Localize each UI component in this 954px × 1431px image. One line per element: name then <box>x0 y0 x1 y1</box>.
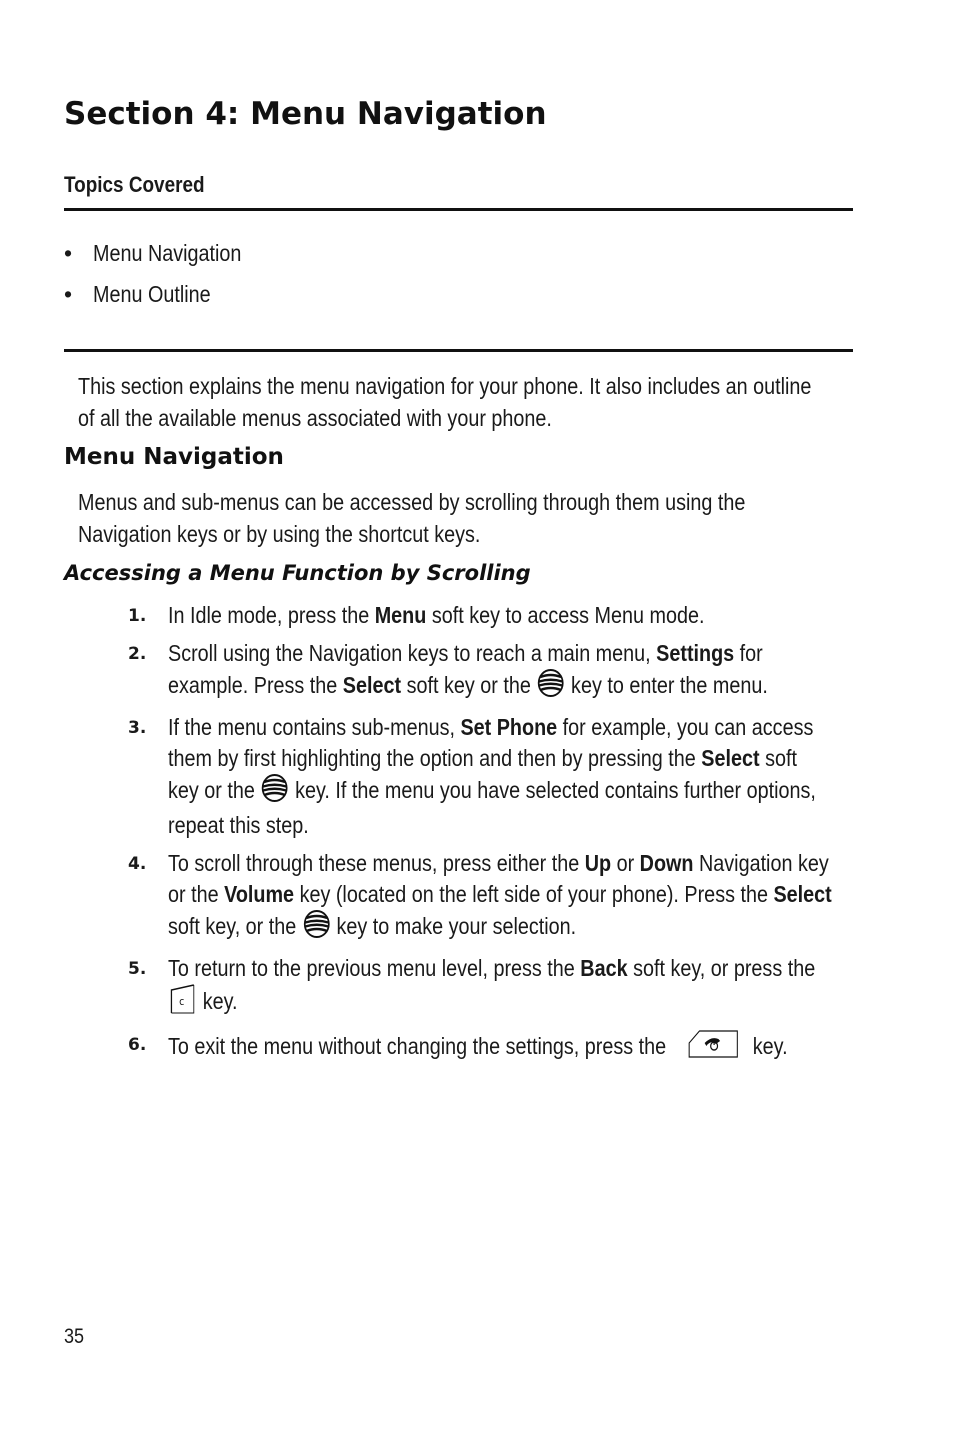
list-item: • Menu Navigation <box>64 240 242 266</box>
list-item: • Menu Outline <box>64 281 211 307</box>
page-title: Section 4: Menu Navigation <box>64 96 547 132</box>
step-1: 1. In Idle mode, press the Menu soft key to access Menu mode. <box>128 602 705 628</box>
intro-paragraph: This section explains the menu navigation for your phone. It also includes an outline of all the available menus associated with your phone. <box>78 373 812 431</box>
topics-heading: Topics Covered <box>64 172 205 197</box>
att-globe-key-icon <box>302 910 331 946</box>
step-4: 4. To scroll through these menus, press either the Up or Down Navigation key or the Volume key (located on the left side of your phone). Press the Select soft key, or the key to make your selection. <box>128 848 888 946</box>
step-2: 2. Scroll using the Navigation keys to reach a main menu, Settings for example. Press the Select soft key or the key to enter the menu. <box>128 638 888 705</box>
scrolling-heading: Accessing a Menu Function by Scrolling <box>64 561 531 585</box>
divider-bottom <box>64 349 853 352</box>
step-6: 6. To exit the menu without changing the settings, press the key. <box>128 1029 888 1067</box>
menu-navigation-paragraph: Menus and sub-menus can be accessed by scrolling through them using the Navigation keys or by using the shortcut keys. <box>78 489 746 547</box>
divider-top <box>64 208 853 211</box>
page-number: 35 <box>64 1325 85 1348</box>
topics-list <box>64 240 266 322</box>
step-3: 3. If the menu contains sub-menus, Set Phone for example, you can access them by first highlighting the option and then by pressing the Select soft key or the key. If the menu you have selected contains further options, repeat this step. <box>128 714 816 838</box>
steps-list <box>128 600 888 1067</box>
att-globe-key-icon <box>536 669 565 705</box>
end-power-key-icon <box>687 1029 739 1067</box>
clear-key-icon <box>168 984 197 1022</box>
att-globe-key-icon <box>260 774 289 810</box>
svg-text:c: c <box>179 995 185 1009</box>
menu-navigation-heading: Menu Navigation <box>64 444 284 470</box>
step-5: 5. To return to the previous menu level, press the Back soft key, or press the c key. <box>128 953 888 1022</box>
